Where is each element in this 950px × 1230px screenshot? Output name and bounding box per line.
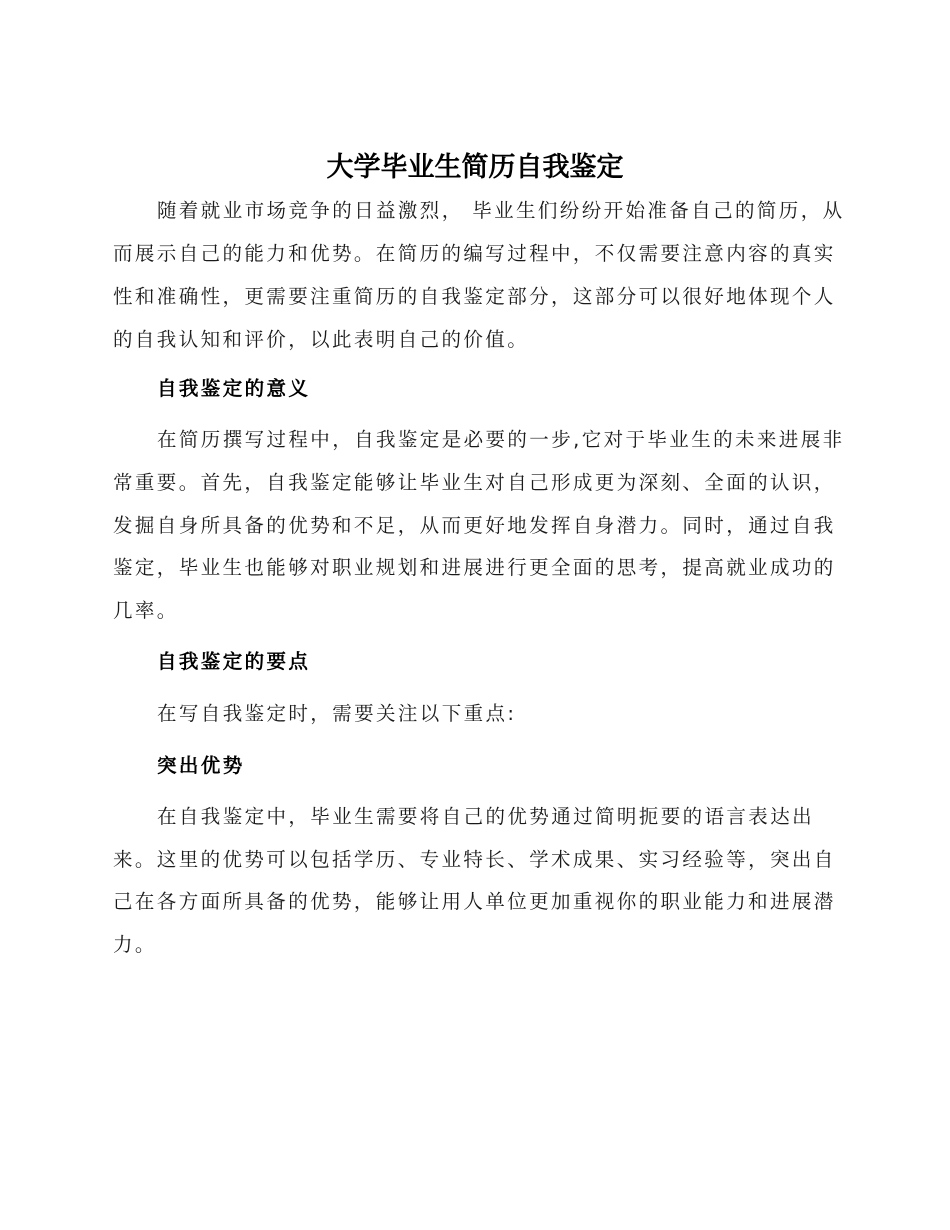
document-title: 大学毕业生简历自我鉴定	[326, 152, 624, 183]
section-heading-key-points: 自我鉴定的要点	[157, 650, 311, 673]
section-heading-highlight-strengths: 突出优势	[157, 754, 245, 777]
section2-intro: 在写自我鉴定时，需要关注以下重点:	[157, 702, 517, 725]
section-heading-meaning: 自我鉴定的意义	[157, 377, 311, 400]
section3-line-1: 在自我鉴定中，毕业生需要将自己的优势通过简明扼要的语言表达出	[157, 805, 815, 828]
section3-line-3: 己在各方面所具备的优势，能够让用人单位更加重视你的职业能力和进展潜	[113, 890, 836, 913]
section3-line-4: 力。	[113, 933, 157, 956]
intro-line-4: 的自我认知和评价，以此表明自己的价值。	[113, 328, 530, 351]
section1-line-1: 在简历撰写过程中，自我鉴定是必要的一步,它对于毕业生的未来进展非	[157, 428, 845, 451]
intro-line-1: 随着就业市场竞争的日益激烈， 毕业生们纷纷开始准备自己的简历，从	[157, 199, 845, 222]
intro-line-3: 性和准确性，更需要注重简历的自我鉴定部分，这部分可以很好地体现个人	[113, 285, 836, 308]
section1-line-3: 发掘自身所具备的优势和不足，从而更好地发挥自身潜力。同时，通过自我	[113, 514, 836, 537]
intro-line-2: 而展示自己的能力和优势。在简历的编写过程中，不仅需要注意内容的真实	[113, 242, 836, 265]
section3-line-2: 来。这里的优势可以包括学历、专业特长、学术成果、实习经验等，突出自	[113, 848, 836, 871]
section1-line-4: 鉴定，毕业生也能够对职业规划和进展进行更全面的思考，提高就业成功的	[113, 556, 836, 579]
section1-line-5: 几率。	[113, 599, 179, 622]
section1-line-2: 常重要。首先，自我鉴定能够让毕业生对自己形成更为深刻、全面的认识，	[113, 471, 836, 494]
